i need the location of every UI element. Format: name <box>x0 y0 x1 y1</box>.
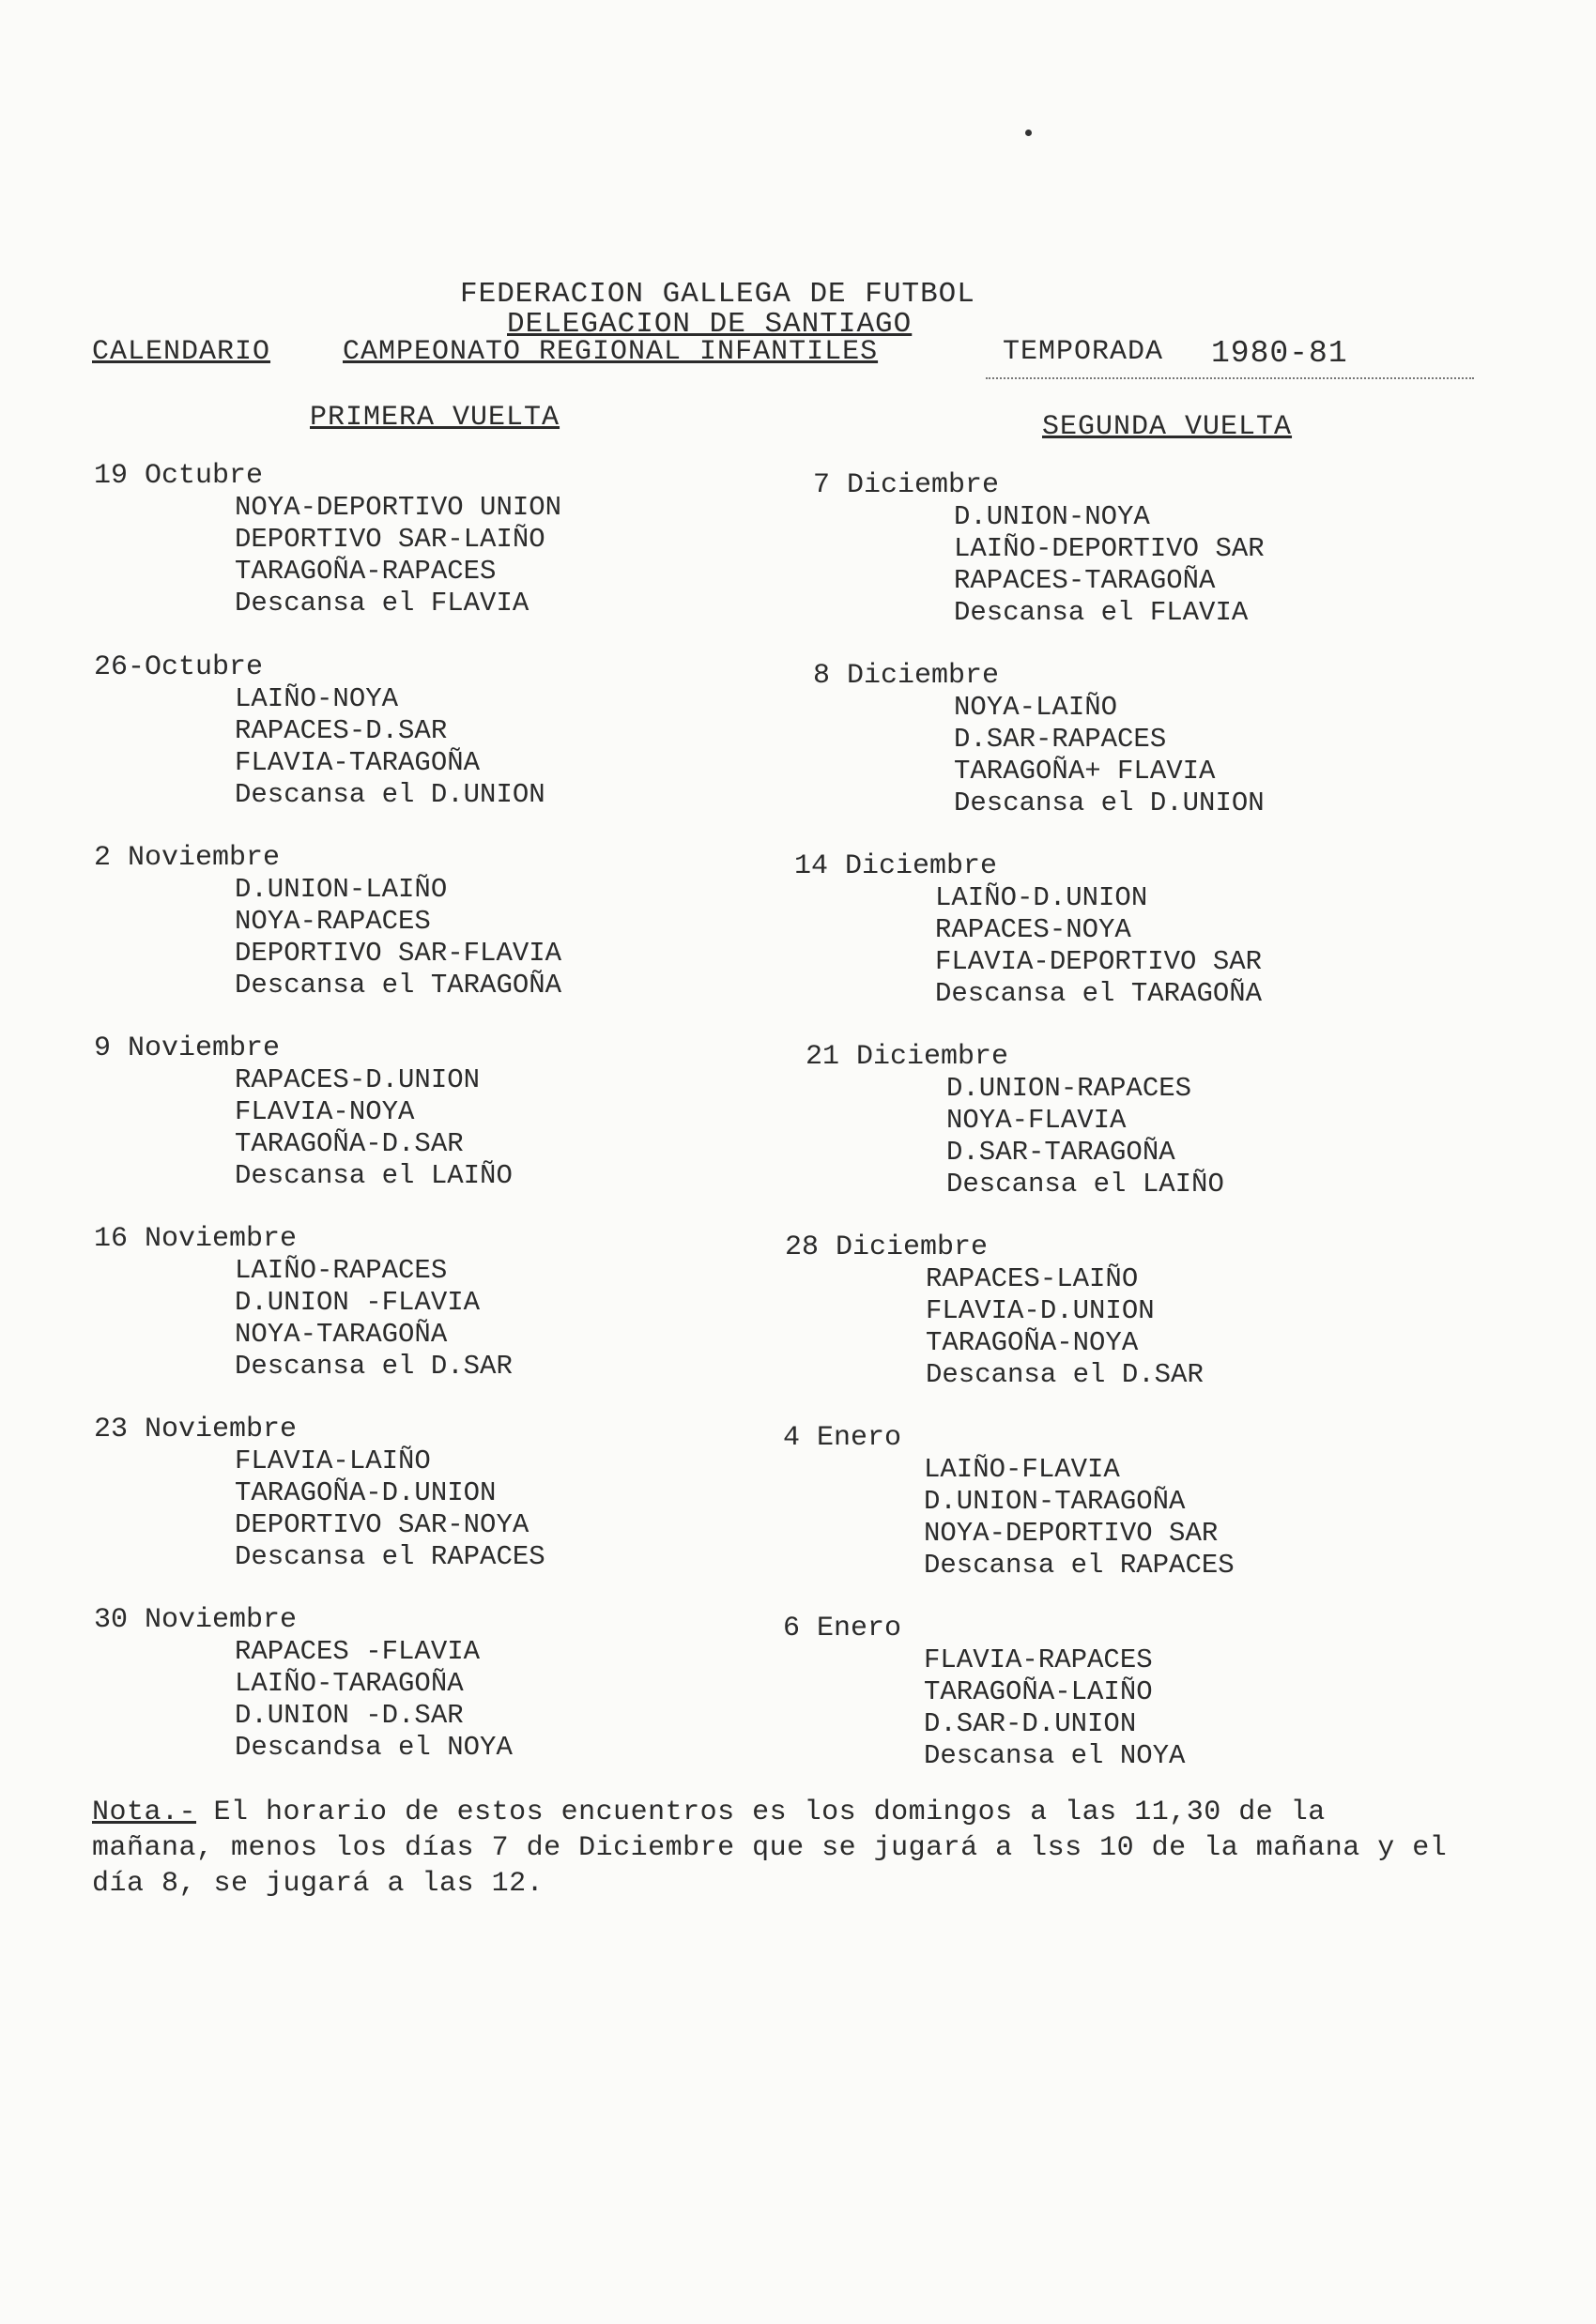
bye-team: Descansa el D.UNION <box>235 779 545 810</box>
round-block <box>94 460 561 619</box>
match: RAPACES-NOYA <box>935 914 1131 945</box>
match: LAIÑO-RAPACES <box>235 1255 448 1286</box>
round-date: 23 Noviembre <box>94 1414 298 1445</box>
round-date: 21 Diciembre <box>806 1041 1009 1073</box>
round-date: 6 Enero <box>783 1613 902 1644</box>
round-date: 4 Enero <box>783 1422 902 1454</box>
first-round-title: PRIMERA VUELTA <box>310 402 560 434</box>
round-date: 16 Noviembre <box>94 1223 298 1255</box>
schedule-note <box>92 1795 1463 1902</box>
match: DEPORTIVO SAR-FLAVIA <box>235 938 562 969</box>
delegation-title: DELEGACION DE SANTIAGO <box>507 308 913 341</box>
round-date: 7 Diciembre <box>813 469 1000 501</box>
match: RAPACES -FLAVIA <box>235 1636 481 1667</box>
round-date: 2 Noviembre <box>94 842 281 874</box>
match: LAIÑO-NOYA <box>235 683 399 714</box>
round-block <box>813 469 1265 629</box>
round-date: 30 Noviembre <box>94 1604 298 1636</box>
season-year: 1980-81 <box>1211 336 1348 371</box>
match: D.SAR-D.UNION <box>924 1708 1137 1739</box>
match: TARAGOÑA-D.UNION <box>235 1477 497 1508</box>
round-date: 8 Diciembre <box>813 660 1000 692</box>
bye-team: Descansa el FLAVIA <box>954 597 1249 628</box>
match: D.UNION-RAPACES <box>946 1073 1192 1104</box>
match: NOYA-RAPACES <box>235 906 431 937</box>
match: FLAVIA-DEPORTIVO SAR <box>935 946 1263 977</box>
round-block <box>794 850 1262 1010</box>
match: D.UNION-TARAGOÑA <box>924 1486 1186 1517</box>
match: FLAVIA-NOYA <box>235 1096 415 1127</box>
match: FLAVIA-RAPACES <box>924 1644 1153 1675</box>
bye-team: Descansa el FLAVIA <box>235 588 529 619</box>
match: TARAGOÑA-NOYA <box>926 1327 1139 1358</box>
note-text: El horario de estos encuentros es los domingos a las 11,30 de la mañana, menos los días 7 de Diciembre que se jugará a lss 10 de la mañana y el día 8, se jugará a las 12. <box>92 1797 1448 1900</box>
match: NOYA-TARAGOÑA <box>235 1319 448 1350</box>
bye-team: Descansa el TARAGOÑA <box>235 970 562 1001</box>
match: LAIÑO-FLAVIA <box>924 1454 1120 1485</box>
ink-dot <box>1025 130 1032 136</box>
match: D.UNION -D.SAR <box>235 1700 464 1731</box>
round-block <box>94 651 545 811</box>
match: FLAVIA-LAIÑO <box>235 1445 431 1476</box>
round-date: 28 Diciembre <box>785 1231 989 1263</box>
round-block <box>785 1231 1204 1391</box>
match: D.UNION-LAIÑO <box>235 874 448 905</box>
header-underline <box>986 377 1474 379</box>
match: RAPACES-LAIÑO <box>926 1263 1139 1294</box>
match: RAPACES-D.SAR <box>235 715 448 746</box>
round-block <box>783 1613 1185 1772</box>
match: D.UNION-NOYA <box>954 501 1150 532</box>
bye-team: Descansa el D.UNION <box>954 787 1265 818</box>
match: TARAGOÑA-D.SAR <box>235 1128 464 1159</box>
round-block <box>94 842 561 1001</box>
match: LAIÑO-D.UNION <box>935 882 1148 913</box>
match: RAPACES-D.UNION <box>235 1064 481 1095</box>
match: FLAVIA-TARAGOÑA <box>235 747 481 778</box>
round-block <box>94 1032 513 1192</box>
round-date: 19 Octubre <box>94 460 264 492</box>
season-label: TEMPORADA <box>1003 336 1164 368</box>
bye-team: Descansa el D.SAR <box>926 1359 1204 1390</box>
bye-team: Descansa el NOYA <box>924 1740 1186 1771</box>
round-block <box>94 1223 513 1383</box>
championship-title: CAMPEONATO REGIONAL INFANTILES <box>343 336 879 368</box>
round-date: 14 Diciembre <box>794 850 998 882</box>
round-block <box>783 1422 1235 1582</box>
match: D.UNION -FLAVIA <box>235 1287 481 1318</box>
match: NOYA-DEPORTIVO SAR <box>924 1518 1219 1549</box>
bye-team: Descansa el LAIÑO <box>235 1160 513 1191</box>
match: TARAGOÑA+ FLAVIA <box>954 756 1216 787</box>
match: RAPACES-TARAGOÑA <box>954 565 1216 596</box>
bye-team: Descansa el TARAGOÑA <box>935 978 1263 1009</box>
match: LAIÑO-TARAGOÑA <box>235 1668 464 1699</box>
round-block <box>94 1604 513 1764</box>
bye-team: Descansa el RAPACES <box>235 1541 545 1572</box>
round-date: 26-Octubre <box>94 651 264 683</box>
bye-team: Descansa el D.SAR <box>235 1351 513 1382</box>
round-block <box>806 1041 1224 1200</box>
match: TARAGOÑA-RAPACES <box>235 556 497 587</box>
note-label: Nota.- <box>92 1797 197 1828</box>
match: NOYA-FLAVIA <box>946 1105 1127 1136</box>
match: LAIÑO-DEPORTIVO SAR <box>954 533 1265 564</box>
match: D.SAR-RAPACES <box>954 724 1167 755</box>
match: NOYA-LAIÑO <box>954 692 1118 723</box>
match: DEPORTIVO SAR-NOYA <box>235 1509 529 1540</box>
match: FLAVIA-D.UNION <box>926 1295 1155 1326</box>
match: TARAGOÑA-LAIÑO <box>924 1676 1153 1707</box>
match: NOYA-DEPORTIVO UNION <box>235 492 562 523</box>
calendar-label: CALENDARIO <box>92 336 271 368</box>
round-block <box>94 1414 545 1573</box>
match: DEPORTIVO SAR-LAIÑO <box>235 524 545 555</box>
organization-title: FEDERACION GALLEGA DE FUTBOL <box>460 278 975 311</box>
bye-team: Descansa el RAPACES <box>924 1550 1235 1581</box>
round-block <box>813 660 1265 819</box>
bye-team: Descandsa el NOYA <box>235 1732 513 1763</box>
round-date: 9 Noviembre <box>94 1032 281 1064</box>
second-round-title: SEGUNDA VUELTA <box>1042 411 1293 443</box>
match: D.SAR-TARAGOÑA <box>946 1137 1175 1168</box>
bye-team: Descansa el LAIÑO <box>946 1169 1224 1200</box>
